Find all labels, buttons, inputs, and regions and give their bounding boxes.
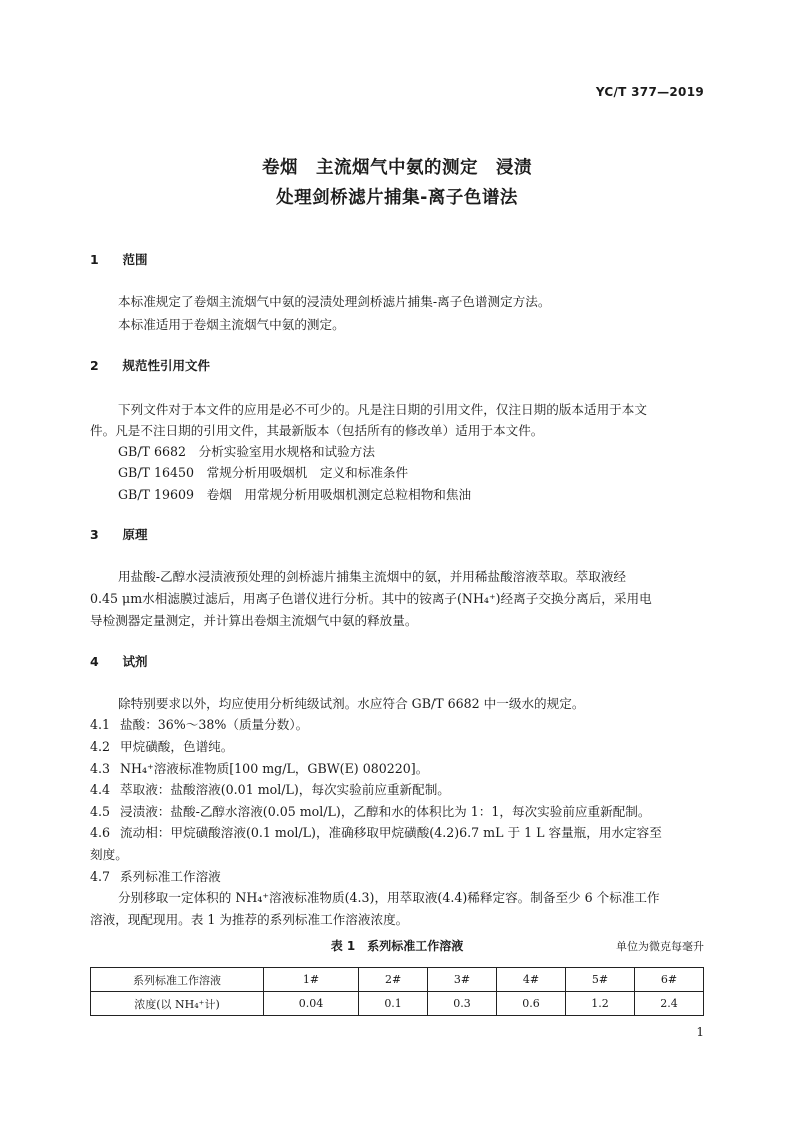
table-cell: 浓度(以 NH₄⁺计) — [91, 992, 264, 1016]
reagent-item-continuation: 刻度。 — [90, 847, 128, 862]
table-cell: 1.2 — [565, 992, 634, 1016]
doc-title-line2: 处理剑桥滤片捕集-离子色谱法 — [276, 188, 518, 208]
references-para-line1: 下列文件对于本文件的应用是必不可少的。凡是注日期的引用文件，仅注日期的版本适用于本文 — [118, 402, 647, 417]
section-heading-references: 2 规范性引用文件 — [90, 358, 211, 373]
table-header-cell: 系列标准工作溶液 — [91, 968, 264, 992]
reagent-item: 4.7 系列标准工作溶液 — [90, 869, 221, 884]
doc-title-line1: 卷烟 主流烟气中氨的测定 浸渍 — [262, 158, 532, 178]
reference-item: GB/T 16450 常规分析用吸烟机 定义和标准条件 — [118, 465, 409, 480]
table-caption: 表 1 系列标准工作溶液 — [330, 939, 464, 953]
table-cell: 0.3 — [428, 992, 497, 1016]
standard-solutions-table — [90, 967, 704, 1016]
standard-solution-para-line1: 分别移取一定体积的 NH₄⁺溶液标准物质(4.3)，用萃取液(4.4)稀释定容。制备至少 6 个标准工作 — [118, 890, 660, 905]
standard-solution-para-line2: 溶液，现配现用。表 1 为推荐的系列标准工作溶液浓度。 — [90, 912, 409, 927]
table-cell: 0.6 — [497, 992, 566, 1016]
table-header-cell: 5# — [565, 968, 634, 992]
principle-line3: 导检测器定量测定，并计算出卷烟主流烟气中氨的释放量。 — [90, 613, 418, 628]
reference-item: GB/T 19609 卷烟 用常规分析用吸烟机测定总粒相物和焦油 — [118, 487, 472, 502]
section-heading-scope: 1 范围 — [90, 252, 148, 267]
reagent-item: 4.4 萃取液：盐酸溶液(0.01 mol/L)，每次实验前应重新配制。 — [90, 782, 450, 797]
reagent-item: 4.5 浸渍液：盐酸-乙醇水溶液(0.05 mol/L)，乙醇和水的体积比为 1：1，每次实验前应重新配制。 — [90, 804, 651, 819]
standard-code: YC/T 377—2019 — [595, 85, 704, 99]
references-para-line2: 件。凡是不注日期的引用文件，其最新版本（包括所有的修改单）适用于本文件。 — [90, 423, 544, 438]
table-header-cell: 3# — [428, 968, 497, 992]
table-header-cell: 2# — [359, 968, 428, 992]
table-row — [91, 992, 704, 1016]
section-heading-reagents: 4 试剂 — [90, 654, 148, 669]
table-cell: 2.4 — [634, 992, 703, 1016]
scope-para-2: 本标准适用于卷烟主流烟气中氨的测定。 — [118, 317, 345, 332]
section-heading-principle: 3 原理 — [90, 527, 148, 542]
table-header-cell: 6# — [634, 968, 703, 992]
reference-item: GB/T 6682 分析实验室用水规格和试验方法 — [118, 444, 375, 459]
reagent-item: 4.2 甲烷磺酸，色谱纯。 — [90, 739, 234, 754]
reagent-item: 4.3 NH₄⁺溶液标准物质[100 mg/L，GBW(E) 080220]。 — [90, 761, 429, 776]
reagents-intro: 除特别要求以外，均应使用分析纯级试剂。水应符合 GB/T 6682 中一级水的规定。 — [118, 696, 585, 711]
table-header-cell: 1# — [264, 968, 359, 992]
table-cell: 0.04 — [264, 992, 359, 1016]
table-header-cell: 4# — [497, 968, 566, 992]
page-number: 1 — [696, 1025, 704, 1039]
principle-line2: 0.45 μm水相滤膜过滤后，用离子色谱仪进行分析。其中的铵离子(NH₄⁺)经离子交换分离后，采用电 — [90, 591, 652, 606]
table-header-row — [91, 968, 704, 992]
table-cell: 0.1 — [359, 992, 428, 1016]
reagent-item: 4.6 流动相：甲烷磺酸溶液(0.1 mol/L)，准确移取甲烷磺酸(4.2)6.7 mL 于 1 L 容量瓶，用水定容至 — [90, 825, 662, 840]
table-unit: 单位为微克每毫升 — [616, 940, 704, 953]
principle-line1: 用盐酸-乙醇水浸渍液预处理的剑桥滤片捕集主流烟中的氨，并用稀盐酸溶液萃取。萃取液经 — [118, 569, 627, 584]
scope-para-1: 本标准规定了卷烟主流烟气中氨的浸渍处理剑桥滤片捕集-离子色谱测定方法。 — [118, 294, 551, 309]
reagent-item: 4.1 盐酸：36%～38%（质量分数）。 — [90, 717, 309, 732]
